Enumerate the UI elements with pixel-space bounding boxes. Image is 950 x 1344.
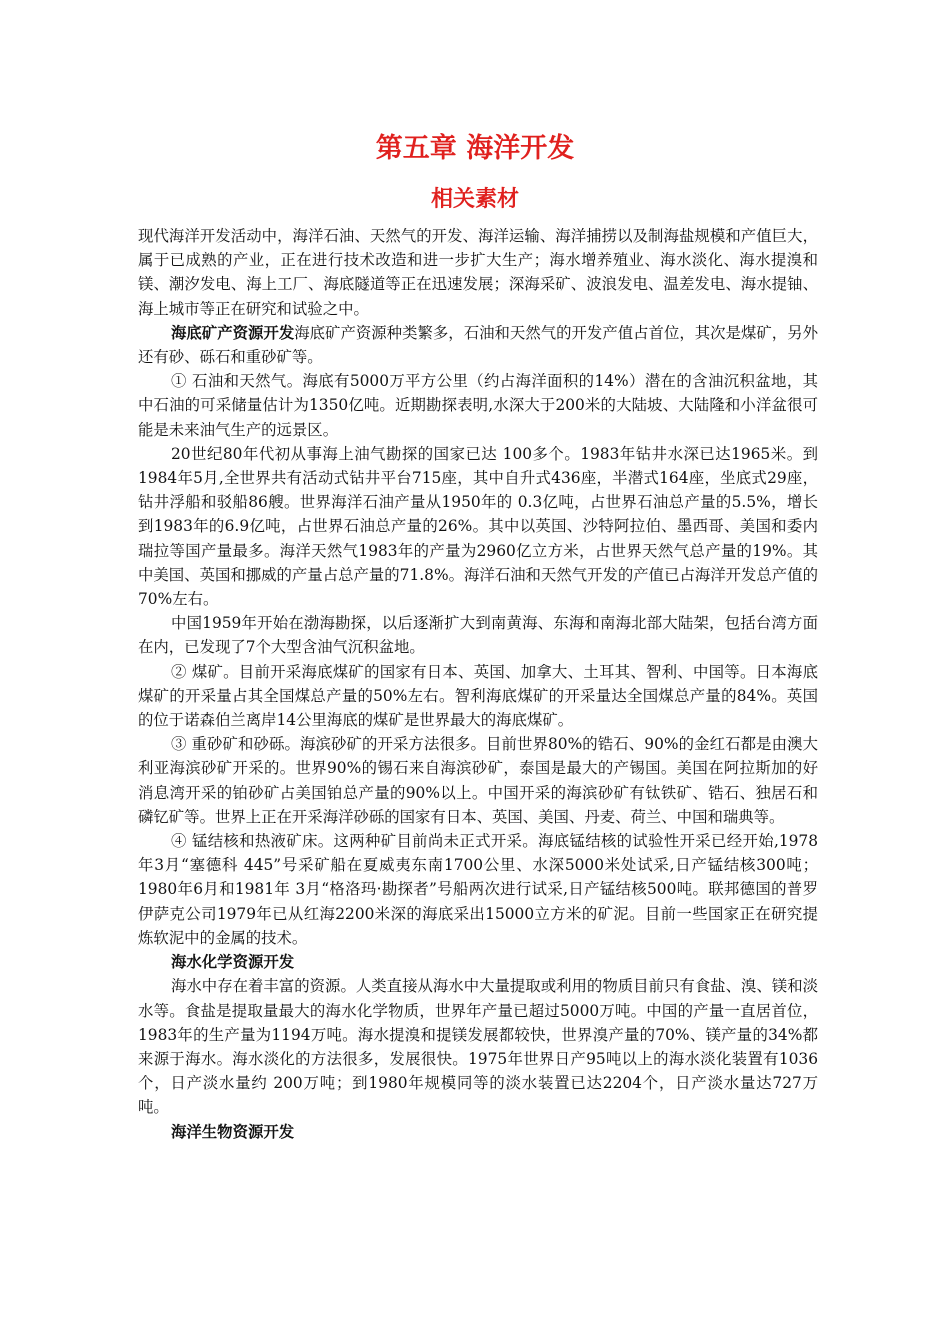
- china-oil-paragraph: [138, 611, 818, 659]
- section-subtitle: 相关素材: [430, 187, 519, 212]
- paragraph-text: ① 石油和天然气。海底有5000万平方公里（约占海洋面积的14%）潜在的含油沉积盆地，其中石油的可采储量估计为1350亿吨。近期勘探表明,水深大于200米的大陆坡、大陆隆和小洋盆很可能是未来油气生产的远景区。: [138, 372, 818, 439]
- paragraph-text: 海水中存在着丰富的资源。人类直接从海水中大量提取或利用的物质目前只有食盐、溴、镁和淡水等。食盐是提取量最大的海水化学物质，世界年产量已超过5000万吨。中国的产量一直居首位，1983年的生产量为1194万吨。海水提溴和提镁发展都较快，世界溴产量的70%、镁产量的34%都来源于海水。海水淡化的方法很多，发展很快。1975年世界日产95吨以上的海水淡化装置有1036个，日产淡水量约 200万吨；到1980年规模同等的淡水装置已达2204个，日产淡水量达727万吨。: [138, 977, 818, 1117]
- paragraph-text: 中国1959年开始在渤海勘探，以后逐渐扩大到南黄海、东海和南海北部大陆架，包括台湾方面在内，已发现了7个大型含油气沉积盆地。: [138, 614, 818, 657]
- section-heading-seawater-chemistry: 海水化学资源开发: [171, 953, 295, 972]
- offshore-drilling-paragraph: [138, 442, 818, 611]
- heavy-sand-paragraph: [138, 732, 818, 829]
- section-heading-marine-biology: 海洋生物资源开发: [171, 1122, 295, 1141]
- paragraph-text: 现代海洋开发活动中，海洋石油、天然气的开发、海洋运输、海洋捕捞以及制海盐规模和产值巨大，属于已成熟的产业，正在进行技术改造和进一步扩大生产；海水增养殖业、海水淡化、海水提溴和镁、潮汐发电、海上工厂、海底隧道等正在迅速发展；深海采矿、波浪发电、温差发电、海水提铀、海上城市等正在研究和试验之中。: [138, 227, 818, 318]
- seawater-chemistry-paragraph: [138, 974, 818, 1119]
- seabed-minerals-paragraph: [138, 321, 818, 369]
- paragraph-text: 20世纪80年代初从事海上油气勘探的国家已达 100多个。1983年钻井水深已达1965米。到1984年5月,全世界共有活动式钻井平台715座，其中自升式436座，半潜式164座，坐底式29座，钻井浮船和驳船86艘。世界海洋石油产量从1950年的 0.3亿吨，占世界石油总产量的5.5%，增长到1983年的6.9亿吨，占世界石油总产量的26%。其中以英国、沙特阿拉伯、墨西哥、美国和委内瑞拉等国产量最多。海洋天然气1983年的产量为2960亿立方米，占世界天然气总产量的19%。其中美国、英国和挪威的产量占总产量的71.8%。海洋石油和天然气开发的产值已占海洋开发总产值的70%左右。: [138, 444, 818, 609]
- chapter-title: 第五章 海洋开发: [375, 133, 575, 164]
- paragraph-text: ④ 锰结核和热液矿床。这两种矿目前尚未正式开采。海底锰结核的试验性开采已经开始,1978年3月“塞德科 445”号采矿船在夏威夷东南1700公里、水深5000米处试采,日产锰结核300吨；1980年6月和1981年 3月“格洛玛·勘探者”号船两次进行试采,日产锰结核500吨。联邦德国的普罗伊萨克公司1979年已从红海2200米深的海底采出15000立方米的矿泥。目前一些国家正在研究提炼软泥中的金属的技术。: [138, 832, 818, 947]
- paragraph-text: 海底矿产资源种类繁多，石油和天然气的开发产值占首位，其次是煤矿，另外还有砂、砾石和重砂矿等。: [138, 323, 818, 367]
- oil-gas-paragraph: [138, 369, 818, 442]
- section-heading-seabed-minerals: 海底矿产资源开发: [171, 323, 295, 342]
- document-body: [138, 224, 818, 1144]
- paragraph-text: ② 煤矿。目前开采海底煤矿的国家有日本、英国、加拿大、土耳其、智利、中国等。日本海底煤矿的开采量占其全国煤总产量的50%左右。智利海底煤矿的开采量达全国煤总产量的84%。英国的位于诺森伯兰离岸14公里海底的煤矿是世界最大的海底煤矿。: [138, 662, 818, 730]
- intro-paragraph: [138, 224, 818, 321]
- paragraph-text: ③ 重砂矿和砂砾。海滨砂矿的开采方法很多。目前世界80%的锆石、90%的金红石都是由澳大利亚海滨砂矿开采的。世界90%的锡石来自海滨砂矿，泰国是最大的产锡国。美国在阿拉斯加的好消息湾开采的铂砂矿占美国铂总产量的90%以上。中国开采的海滨砂矿有钛铁矿、锆石、独居石和磷钇矿等。世界上正在开采海洋砂砾的国家有日本、英国、美国、丹麦、荷兰、中国和瑞典等。: [138, 735, 818, 826]
- manganese-paragraph: [138, 829, 818, 950]
- coal-paragraph: [138, 660, 818, 733]
